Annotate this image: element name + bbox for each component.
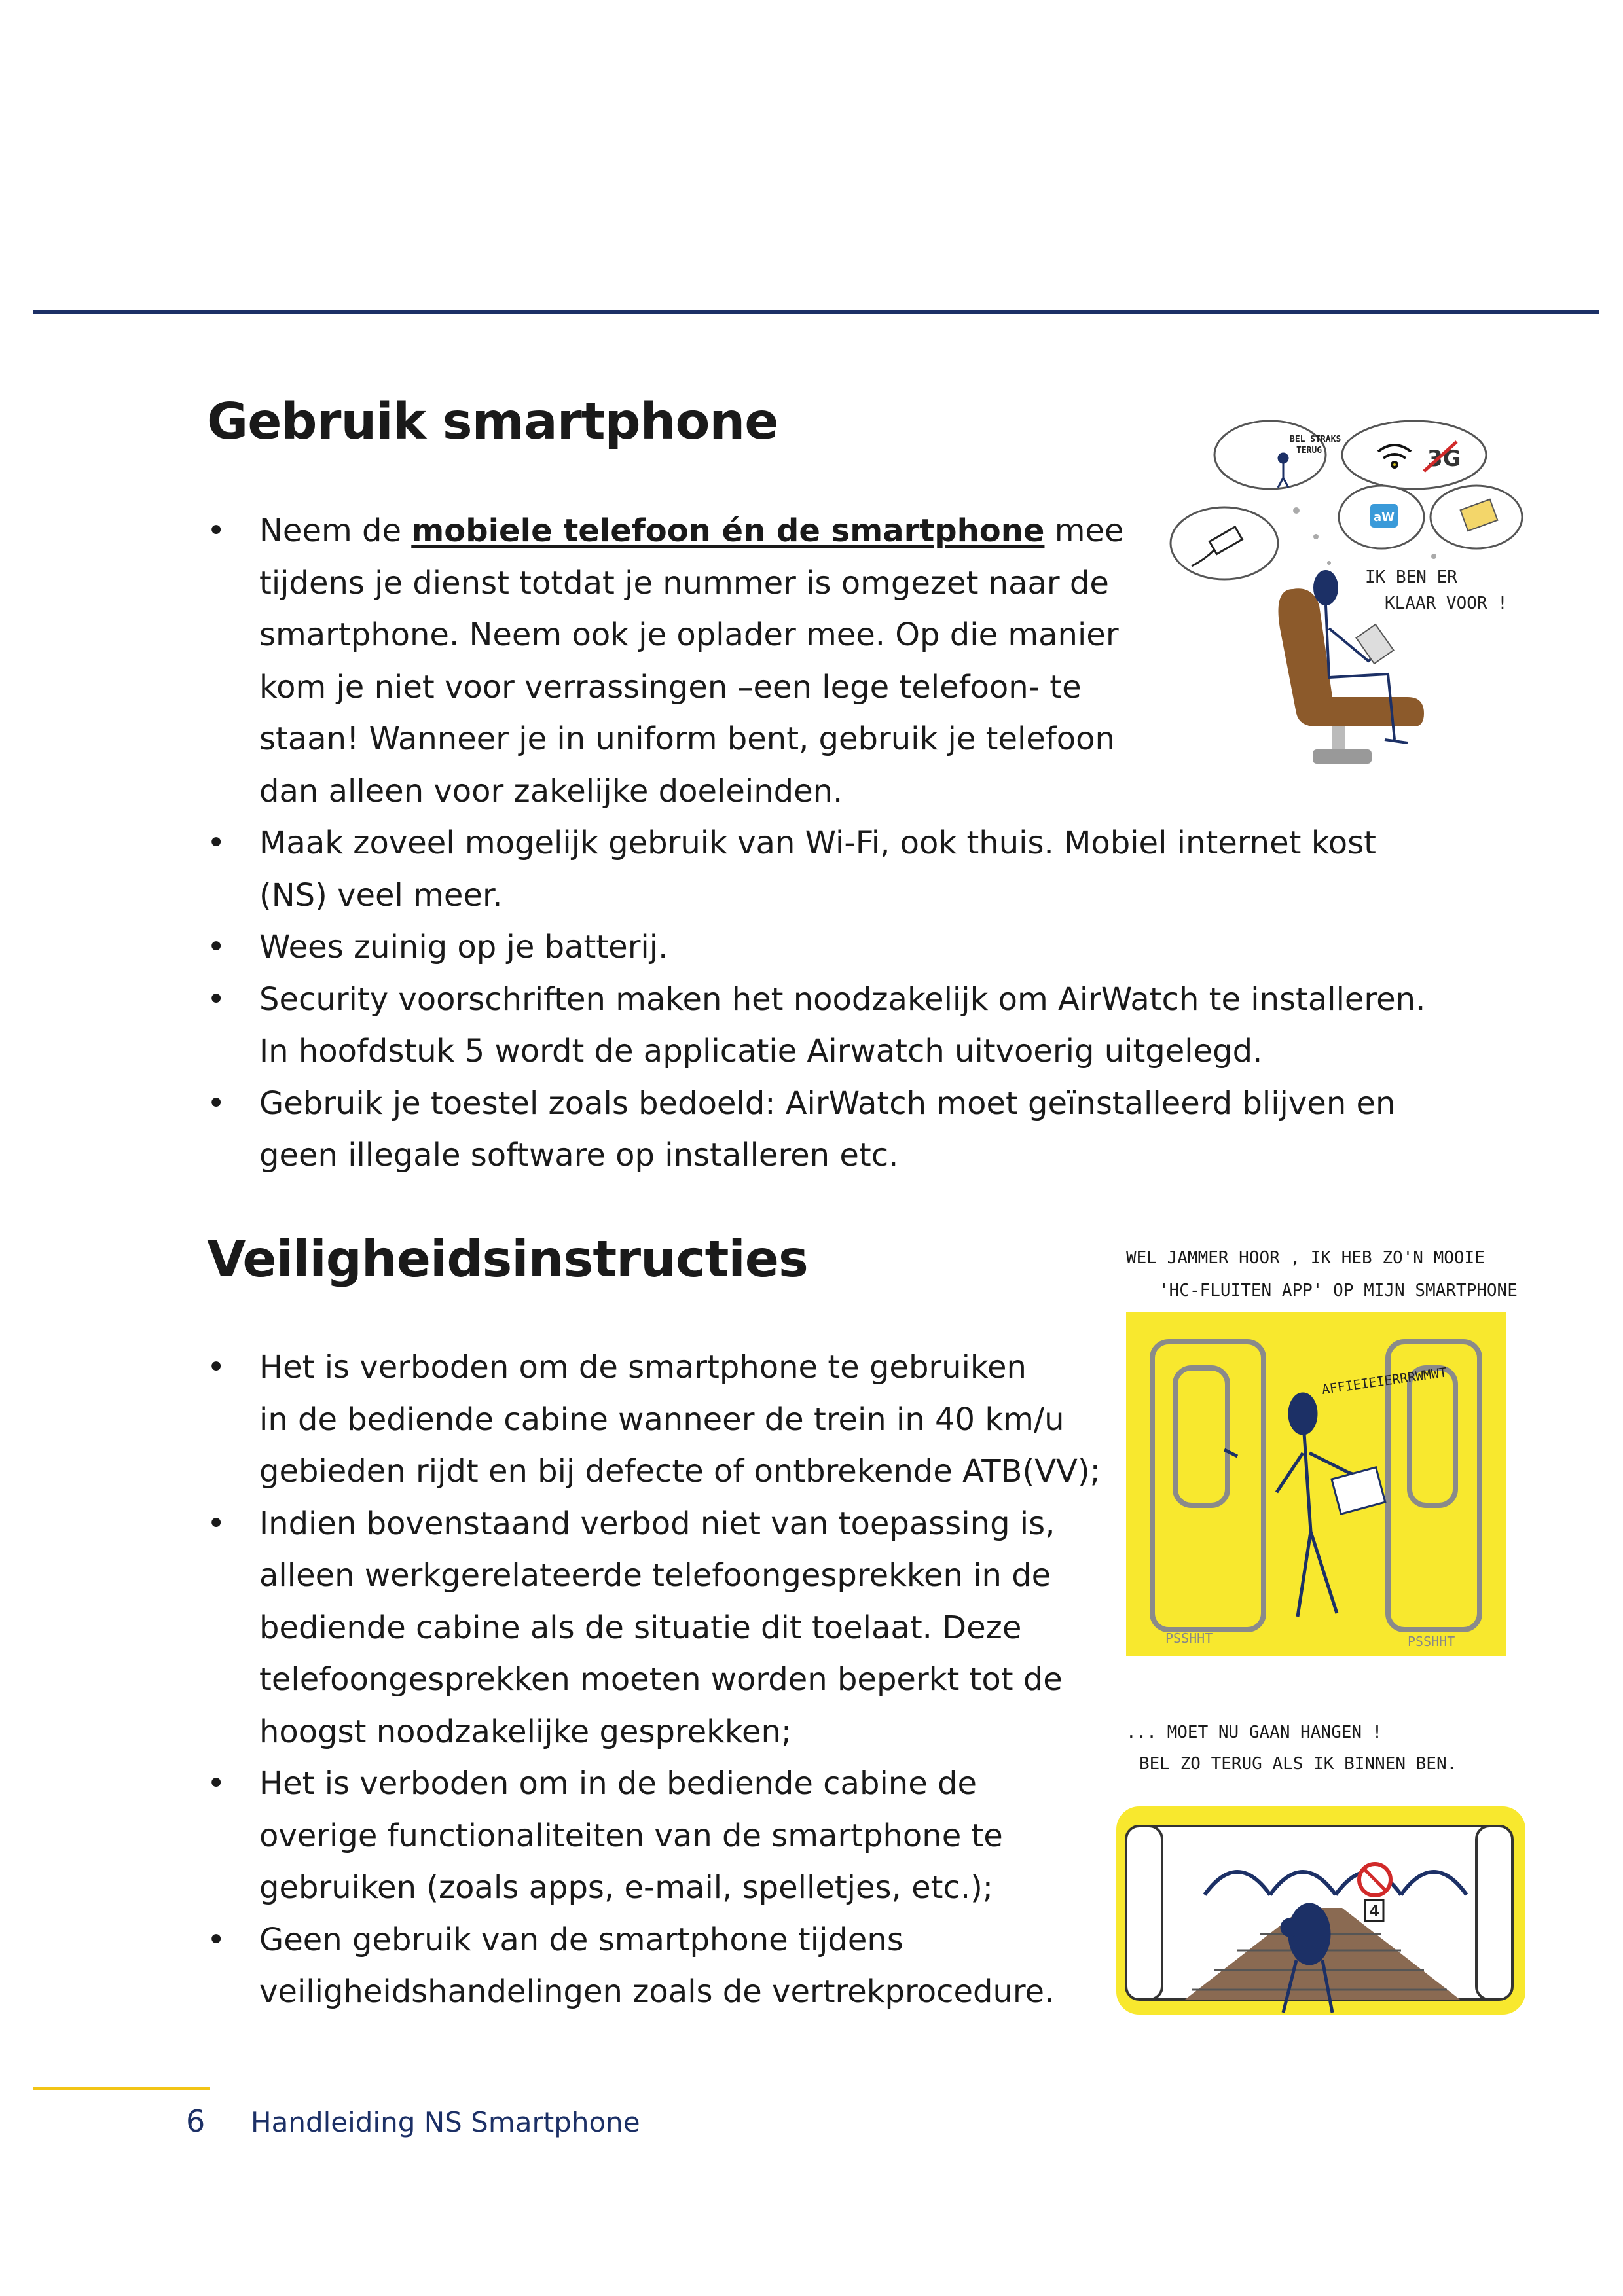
list-item: • Maak zoveel mogelijk gebruik van Wi-Fi, ook thuis. Mobiel internet kost (NS) veel meer. (207, 817, 1425, 922)
bullet-icon: • (207, 825, 226, 861)
caption-text: 'HC-FLUITEN APP' OP MIJN SMARTPHONE (1159, 1281, 1518, 1300)
bullet-icon: • (207, 929, 226, 965)
caption-text: ... MOET NU GAAN HANGEN ! (1126, 1723, 1383, 1742)
bullet-list-veiligheid (207, 1342, 1101, 2018)
yellow-panel (1126, 1312, 1506, 1656)
whistle-text: AFFIEIEIERRRWMWT (1321, 1364, 1448, 1397)
caption-text: WEL JAMMER HOOR , IK HEB ZO'N MOOIE (1126, 1248, 1485, 1268)
tablet-icon (1356, 624, 1393, 664)
list-item: • Het is verboden om de smartphone te gebruiken in de bediende cabine wanneer de trein in 40 km/u gebieden rijdt en bij defecte of ontbrekende ATB(VV); (207, 1342, 1101, 1498)
page-number: 6 (186, 2104, 206, 2139)
footer-title: Handleiding NS Smartphone (251, 2106, 640, 2138)
airwatch-app-icon: aW (1374, 511, 1395, 524)
train-door-illustration (1100, 1237, 1519, 1662)
speech-text: KLAAR VOOR ! (1385, 594, 1508, 613)
emphasis-text: mobiele telefoon én de smartphone (411, 512, 1045, 549)
list-item: • Wees zuinig op je batterij. (207, 922, 1425, 974)
speech-text: IK BEN ER (1365, 567, 1457, 587)
list-item: • Security voorschriften maken het noodzakelijk om AirWatch te installeren. In hoofdstuk 5 wordt de applicatie Airwatch uitvoerig uitgelegd. (207, 974, 1425, 1078)
list-item: • Indien bovenstaand verbod niet van toepassing is, alleen werkgerelateerde telefoongesprekken in de bediende cabine als de situatie dit toelaat. Deze telefoongesprekken moeten worden beperkt tot de hoogst noodzakelijke gesprekken; (207, 1498, 1101, 1759)
speed-sign: 4 (1370, 1903, 1380, 1920)
bullet-icon: • (207, 980, 226, 1018)
caption-text: BEL ZO TERUG ALS IK BINNEN BEN. (1139, 1754, 1457, 1774)
bullet-icon: • (207, 1505, 226, 1542)
bubble-text: TERUG (1296, 446, 1322, 456)
footer-rule (33, 2087, 210, 2090)
door-sound-text: PSSHHT (1165, 1630, 1213, 1646)
bullet-icon: • (207, 1765, 226, 1802)
cabin-illustration (1106, 1712, 1532, 2019)
bubble-text: BEL STRAKS (1290, 435, 1341, 444)
section-title-veiligheid: Veiligheidsinstructies (207, 1230, 808, 1289)
list-item: • Het is verboden om in de bediende cabine de overige functionaliteiten van de smartphone te gebruiken (zoals apps, e-mail, spelletjes, etc.); (207, 1758, 1101, 1914)
list-item: • Geen gebruik van de smartphone tijdens veiligheidshandelingen zoals de vertrekprocedure. (207, 1914, 1101, 2018)
bullet-icon: • (207, 1085, 226, 1122)
bullet-icon: • (207, 512, 226, 549)
network-label: 3G (1427, 446, 1461, 472)
list-item: • Neem de mobiele telefoon én de smartphone mee tijdens je dienst totdat je nummer is omgezet naar de smartphone. Neem ook je oplader mee. Op die manier kom je niet voor verrassingen –een lege telefoon- te staan! Wanneer je in uniform bent, gebruik je telefoon dan alleen voor zakelijke doeleinden. (207, 505, 1425, 817)
door-sound-text: PSSHHT (1408, 1634, 1455, 1649)
seat-illustration (1165, 412, 1532, 785)
bullet-icon: • (207, 1921, 226, 1958)
section-title-gebruik: Gebruik smartphone (207, 393, 778, 451)
bullet-icon: • (207, 1349, 226, 1386)
header-rule (33, 310, 1599, 314)
list-item: • Gebruik je toestel zoals bedoeld: AirWatch moet geïnstalleerd blijven en geen illegale software op installeren etc. (207, 1078, 1425, 1182)
